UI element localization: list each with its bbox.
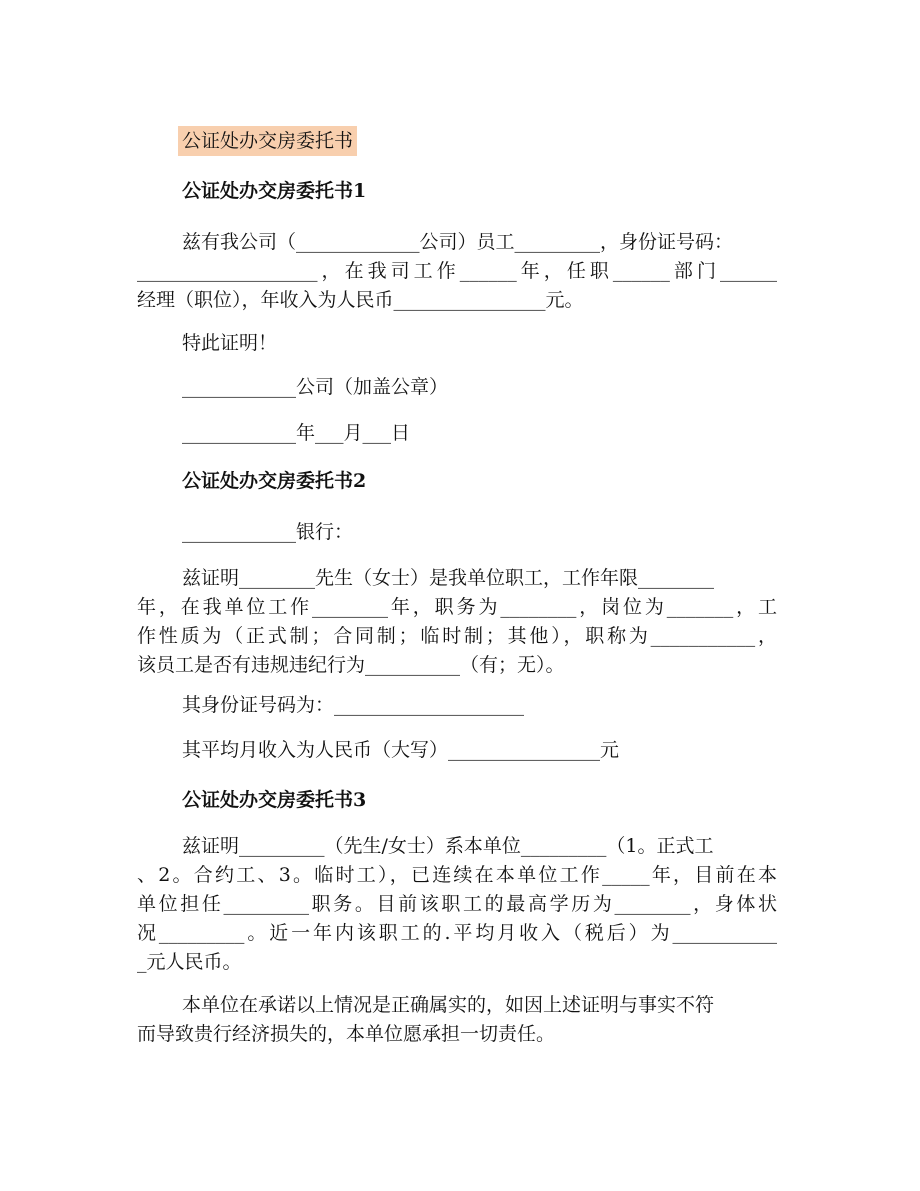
paragraph-line: _元人民币。 [137,951,242,973]
special-statement: 特此证明！ [182,332,278,354]
paragraph-line: 作性质为（正式制；合同制；临时制；其他），职称为___________， [137,625,777,647]
income-line: 其平均月收入为人民币（大写）________________元 [182,739,620,761]
paragraph-line: 兹证明_________（先生/女士）系本单位_________（1。正式工 [182,835,714,857]
bank-line: ____________银行： [182,521,354,543]
paragraph-line: 年，在我单位工作________年，职务为________，岗位为_______，工 [137,596,777,618]
paragraph-line: ___________________，在我司工作______年，任职______部门______ [137,260,777,282]
paragraph-line: 单位担任_________职务。目前该职工的最高学历为________，身体状 [137,893,777,915]
paragraph-line: 经理（职位），年收入为人民币________________元。 [137,289,584,311]
paragraph-line: 本单位在承诺以上情况是正确属实的，如因上述证明与事实不符 [182,994,715,1016]
date-line: ____________年___月___日 [182,422,411,444]
paragraph-line: 兹证明________先生（女士）是我单位职工，工作年限________ [182,567,715,589]
company-seal-line: ____________公司（加盖公章） [182,376,449,398]
paragraph-line: 、2。合约工、3。临时工），已连续在本单位工作_____年，目前在本 [137,864,777,886]
document-title: 公证处办交房委托书 [178,126,357,156]
paragraph-line: 该员工是否有违规违纪行为__________（有；无）。 [137,654,565,676]
paragraph-line: 而导致贵行经济损失的，本单位愿承担一切责任。 [137,1023,556,1045]
section-heading: 公证处办交房委托书1 [182,180,367,202]
paragraph-line: 况_________。近一年内该职工的.平均月收入（税后）为___________ [137,922,777,944]
section-heading: 公证处办交房委托书2 [182,470,367,492]
id-number-line: 其身份证号码为：____________________ [182,694,525,716]
section-heading: 公证处办交房委托书3 [182,789,367,811]
paragraph-line: 兹有我公司（_____________公司）员工_________，身份证号码： [182,231,734,253]
